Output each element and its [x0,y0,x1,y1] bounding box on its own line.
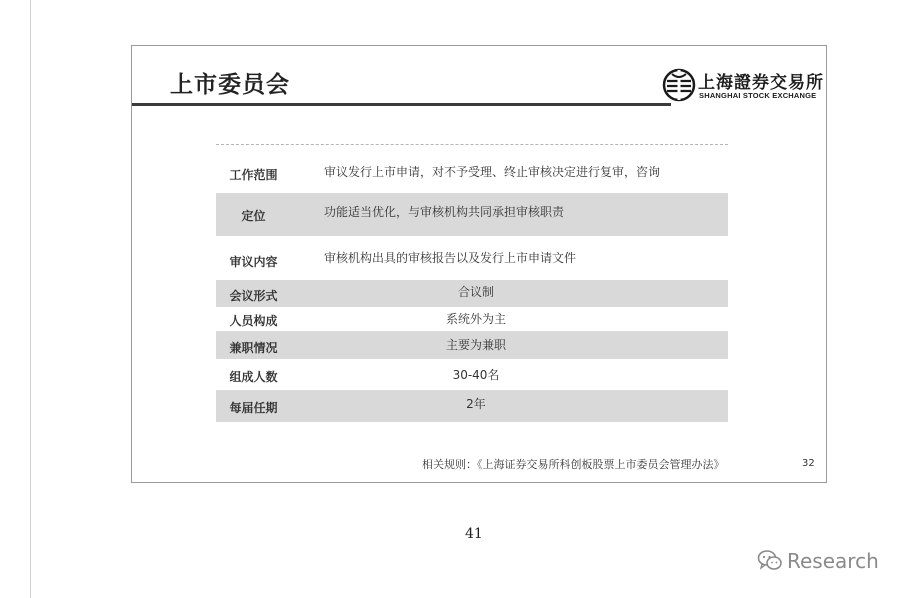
logo-name-en: SHANGHAI STOCK EXCHANGE [699,91,817,100]
slide-number: 32 [802,458,815,469]
row-label: 兼职情况 [229,341,278,355]
table-row [216,193,728,236]
table-row [216,280,728,307]
table-row [216,359,728,390]
page-edge [30,0,31,598]
row-label: 组成人数 [229,370,278,384]
row-label: 每届任期 [229,401,278,415]
row-label: 会议形式 [229,289,278,303]
row-value: 功能适当优化，与审核机构共同承担审核职责 [324,205,565,219]
related-rules-note: 相关规则：《上海证券交易所科创板股票上市委员会管理办法》 [422,458,725,471]
title-rule [132,103,671,106]
row-label: 定位 [241,209,266,223]
row-value: 30-40名 [452,368,500,382]
row-value: 审核机构出具的审核报告以及发行上市申请文件 [324,251,577,265]
row-label: 工作范围 [229,168,278,182]
info-table [216,150,728,422]
table-row [216,331,728,359]
page-number: 41 [465,526,483,542]
table-row [216,236,728,280]
row-value: 系统外为主 [445,312,506,326]
sse-logo [662,68,824,104]
table-row [216,150,728,193]
table-row [216,390,728,422]
row-label: 人员构成 [229,314,278,328]
slide [131,45,827,483]
row-value: 主要为兼职 [445,338,506,352]
watermark-text: Research [787,549,879,573]
slide-title: 上市委员会 [170,72,290,98]
sse-logo-icon [662,68,696,102]
row-value: 审议发行上市申请，对不予受理、终止审核决定进行复审，咨询 [324,165,661,179]
table-top-rule [216,144,728,145]
logo-name-cn: 上海證券交易所 [698,73,824,93]
wechat-icon [757,548,783,574]
row-value: 2年 [466,397,486,411]
row-value: 合议制 [457,285,494,299]
row-label: 审议内容 [229,255,278,269]
watermark [757,547,879,575]
table-row [216,307,728,331]
